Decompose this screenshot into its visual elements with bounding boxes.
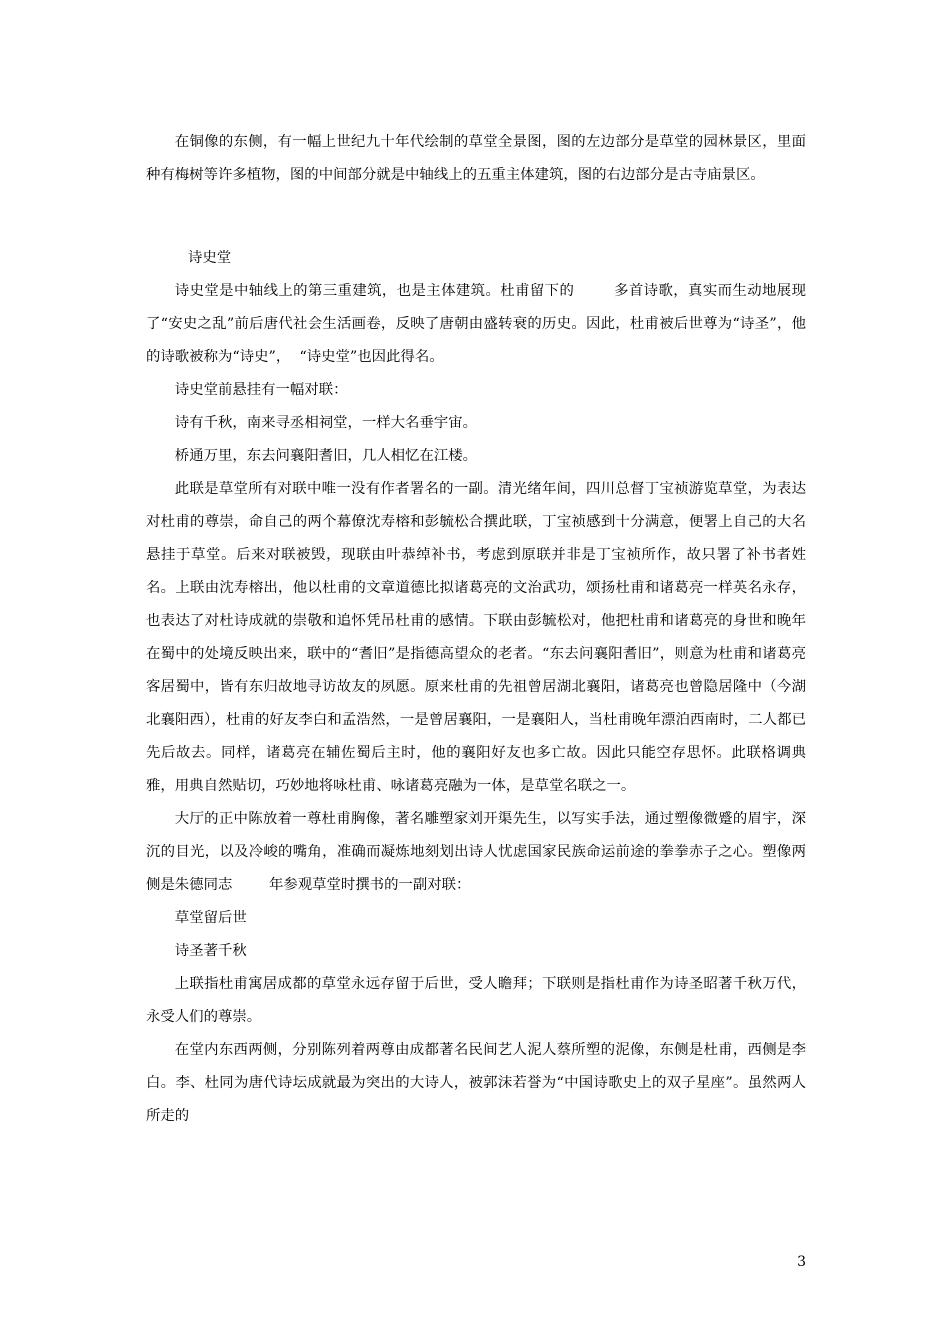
intro-paragraph: 在铜像的东侧，有一幅上世纪九十年代绘制的草堂全景图，图的左边部分是草堂的园林景区，里面种有梅树等许多植物，图的中间部分就是中轴线上的五重主体建筑，图的右边部分是古寺庙景区。 [146,134,806,183]
couplet-line: 草堂留后世 [174,910,247,926]
paragraph: 诗史堂前悬挂有一幅对联： [174,382,348,398]
section-heading: 诗史堂 [188,250,232,266]
couplet-line: 诗有千秋，南来寻丞相祠堂，一样大名垂宇宙。 [174,415,478,431]
document-body [146,126,806,1133]
paragraph: 上联指杜甫寓居成都的草堂永远存留于后世，受人瞻拜；下联则是指杜甫作为诗圣昭著千秋万代，永受人们的尊崇。 [146,976,806,1025]
couplet-line: 桥通万里，东去问襄阳耆旧，几人相忆在江楼。 [174,448,478,464]
paragraph: 此联是草堂所有对联中唯一没有作者署名的一副。清光绪年间，四川总督丁宝祯游览草堂，为表达对杜甫的尊崇，命自己的两个幕僚沈寿榕和彭毓松合撰此联，丁宝祯感到十分满意，便署上自己的大名悬挂于草堂。后来对联被毁，现联由叶恭绰补书，考虑到原联并非是丁宝祯所作，故只署了补书者姓名。上联由沈寿榕出，他以杜甫的文章道德比拟诸葛亮的文治武功，颂扬杜甫和诸葛亮一样英名永存，也表达了对杜诗成就的崇敬和追怀凭吊杜甫的感情。下联由彭毓松对，他把杜甫和诸葛亮的身世和晚年在蜀中的处境反映出来，联中的“耆旧”是指德高望众的老者。“东去问襄阳耆旧”，则意为杜甫和诸葛亮客居蜀中，皆有东归故地寻访故友的夙愿。原来杜甫的先祖曾居湖北襄阳，诸葛亮也曾隐居隆中（今湖北襄阳西），杜甫的好友李白和孟浩然，一是曾居襄阳，一是襄阳人，当杜甫晚年漂泊西南时，二人都已先后故去。同样，诸葛亮在辅佐蜀后主时，他的襄阳好友也多亡故。因此只能空存思怀。此联格调典雅，用典自然贴切，巧妙地将咏杜甫、咏诸葛亮融为一体，是草堂名联之一。 [146,481,806,794]
page-number: 3 [797,1254,806,1270]
paragraph: 在堂内东西两侧，分别陈列着两尊由成都著名民间艺人泥人蔡所塑的泥像，东侧是杜甫，西侧是李白。李、杜同为唐代诗坛成就最为突出的大诗人，被郭沫若誉为“中国诗歌史上的双子星座”。虽然两人所走的 [146,1042,806,1124]
paragraph: 诗史堂是中轴线上的第三重建筑，也是主体建筑。杜甫留下的 多首诗歌，真实而生动地展现了“安史之乱”前后唐代社会生活画卷，反映了唐朝由盛转衰的历史。因此，杜甫被后世尊为“诗圣”，他的诗歌被称为“诗史”， “诗史堂”也因此得名。 [146,283,806,365]
section-spacer [146,192,806,242]
paragraph: 大厅的正中陈放着一尊杜甫胸像，著名雕塑家刘开渠先生，以写实手法，通过塑像微蹙的眉宇，深沉的目光，以及冷峻的嘴角，准确而凝炼地刻划出诗人忧虑国家民族命运前途的拳拳赤子之心。塑像两侧是朱德同志 年参观草堂时撰书的一副对联： [146,811,806,893]
couplet-line: 诗圣著千秋 [174,943,247,959]
